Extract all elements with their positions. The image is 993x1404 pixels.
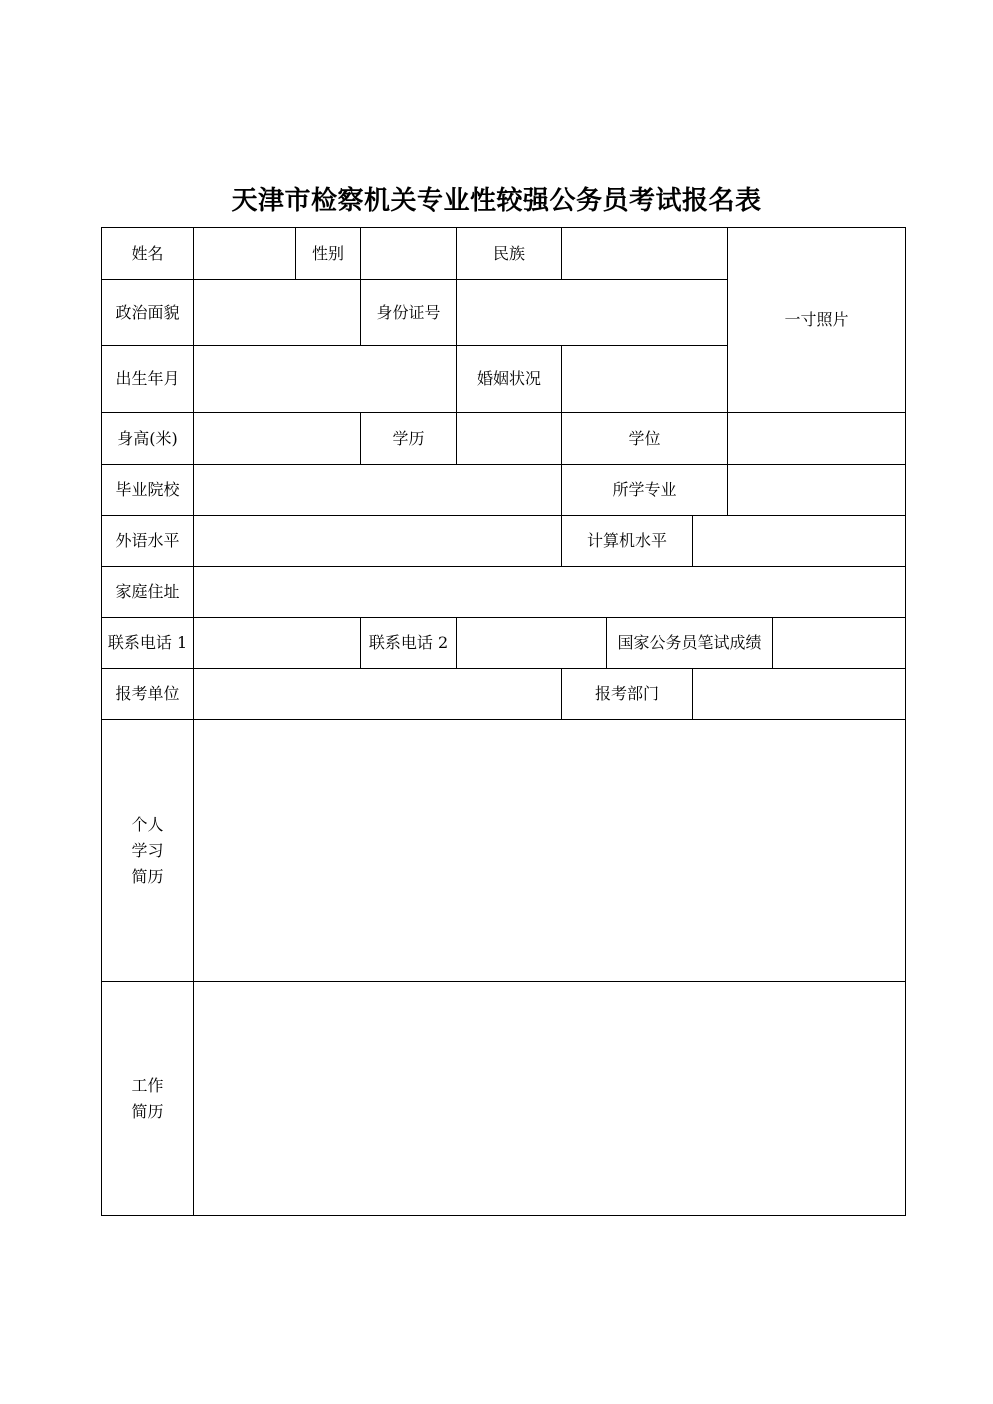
label-study-history-line-1: 个人 bbox=[131, 814, 164, 834]
label-study-history bbox=[101, 719, 194, 982]
field-name[interactable] bbox=[193, 227, 296, 280]
registration-form-table bbox=[101, 227, 906, 1216]
label-education: 学历 bbox=[360, 412, 457, 465]
field-id-number[interactable] bbox=[456, 279, 728, 346]
field-birth-date[interactable] bbox=[193, 345, 457, 413]
field-study-history[interactable] bbox=[193, 719, 906, 982]
label-study-history-line-2: 学习 bbox=[131, 840, 164, 860]
field-gender[interactable] bbox=[360, 227, 457, 280]
label-computer-level: 计算机水平 bbox=[561, 515, 693, 567]
field-work-history[interactable] bbox=[193, 981, 906, 1216]
label-work-history-line-2: 简历 bbox=[131, 1101, 164, 1121]
field-computer-level[interactable] bbox=[692, 515, 906, 567]
field-phone-2[interactable] bbox=[456, 617, 607, 669]
label-target-unit: 报考单位 bbox=[101, 668, 194, 720]
label-school: 毕业院校 bbox=[101, 464, 194, 516]
label-height: 身高(米) bbox=[101, 412, 194, 465]
field-home-address[interactable] bbox=[193, 566, 906, 618]
label-birth-date: 出生年月 bbox=[101, 345, 194, 413]
label-work-history-line-1: 工作 bbox=[131, 1075, 164, 1095]
label-name: 姓名 bbox=[101, 227, 194, 280]
label-degree: 学位 bbox=[561, 412, 728, 465]
label-gender: 性别 bbox=[295, 227, 361, 280]
label-marital-status: 婚姻状况 bbox=[456, 345, 562, 413]
label-work-history bbox=[101, 981, 194, 1216]
label-foreign-language: 外语水平 bbox=[101, 515, 194, 567]
label-id-number: 身份证号 bbox=[360, 279, 457, 346]
photo-box[interactable]: 一寸照片 bbox=[727, 227, 906, 413]
field-ethnicity[interactable] bbox=[561, 227, 728, 280]
field-education[interactable] bbox=[456, 412, 562, 465]
label-exam-score: 国家公务员笔试成绩 bbox=[606, 617, 773, 669]
field-phone-1[interactable] bbox=[193, 617, 361, 669]
field-height[interactable] bbox=[193, 412, 361, 465]
field-school[interactable] bbox=[193, 464, 562, 516]
form-title: 天津市检察机关专业性较强公务员考试报名表 bbox=[231, 186, 762, 216]
field-exam-score[interactable] bbox=[772, 617, 906, 669]
field-target-department[interactable] bbox=[692, 668, 906, 720]
field-degree[interactable] bbox=[727, 412, 906, 465]
label-political-status: 政治面貌 bbox=[101, 279, 194, 346]
label-ethnicity: 民族 bbox=[456, 227, 562, 280]
label-major: 所学专业 bbox=[561, 464, 728, 516]
label-study-history-line-3: 简历 bbox=[131, 866, 164, 886]
field-foreign-language[interactable] bbox=[193, 515, 562, 567]
label-target-department: 报考部门 bbox=[561, 668, 693, 720]
label-home-address: 家庭住址 bbox=[101, 566, 194, 618]
field-political-status[interactable] bbox=[193, 279, 361, 346]
field-major[interactable] bbox=[727, 464, 906, 516]
label-phone-2: 联系电话 2 bbox=[360, 617, 457, 669]
label-phone-1: 联系电话 1 bbox=[101, 617, 194, 669]
field-marital-status[interactable] bbox=[561, 345, 728, 413]
field-target-unit[interactable] bbox=[193, 668, 562, 720]
